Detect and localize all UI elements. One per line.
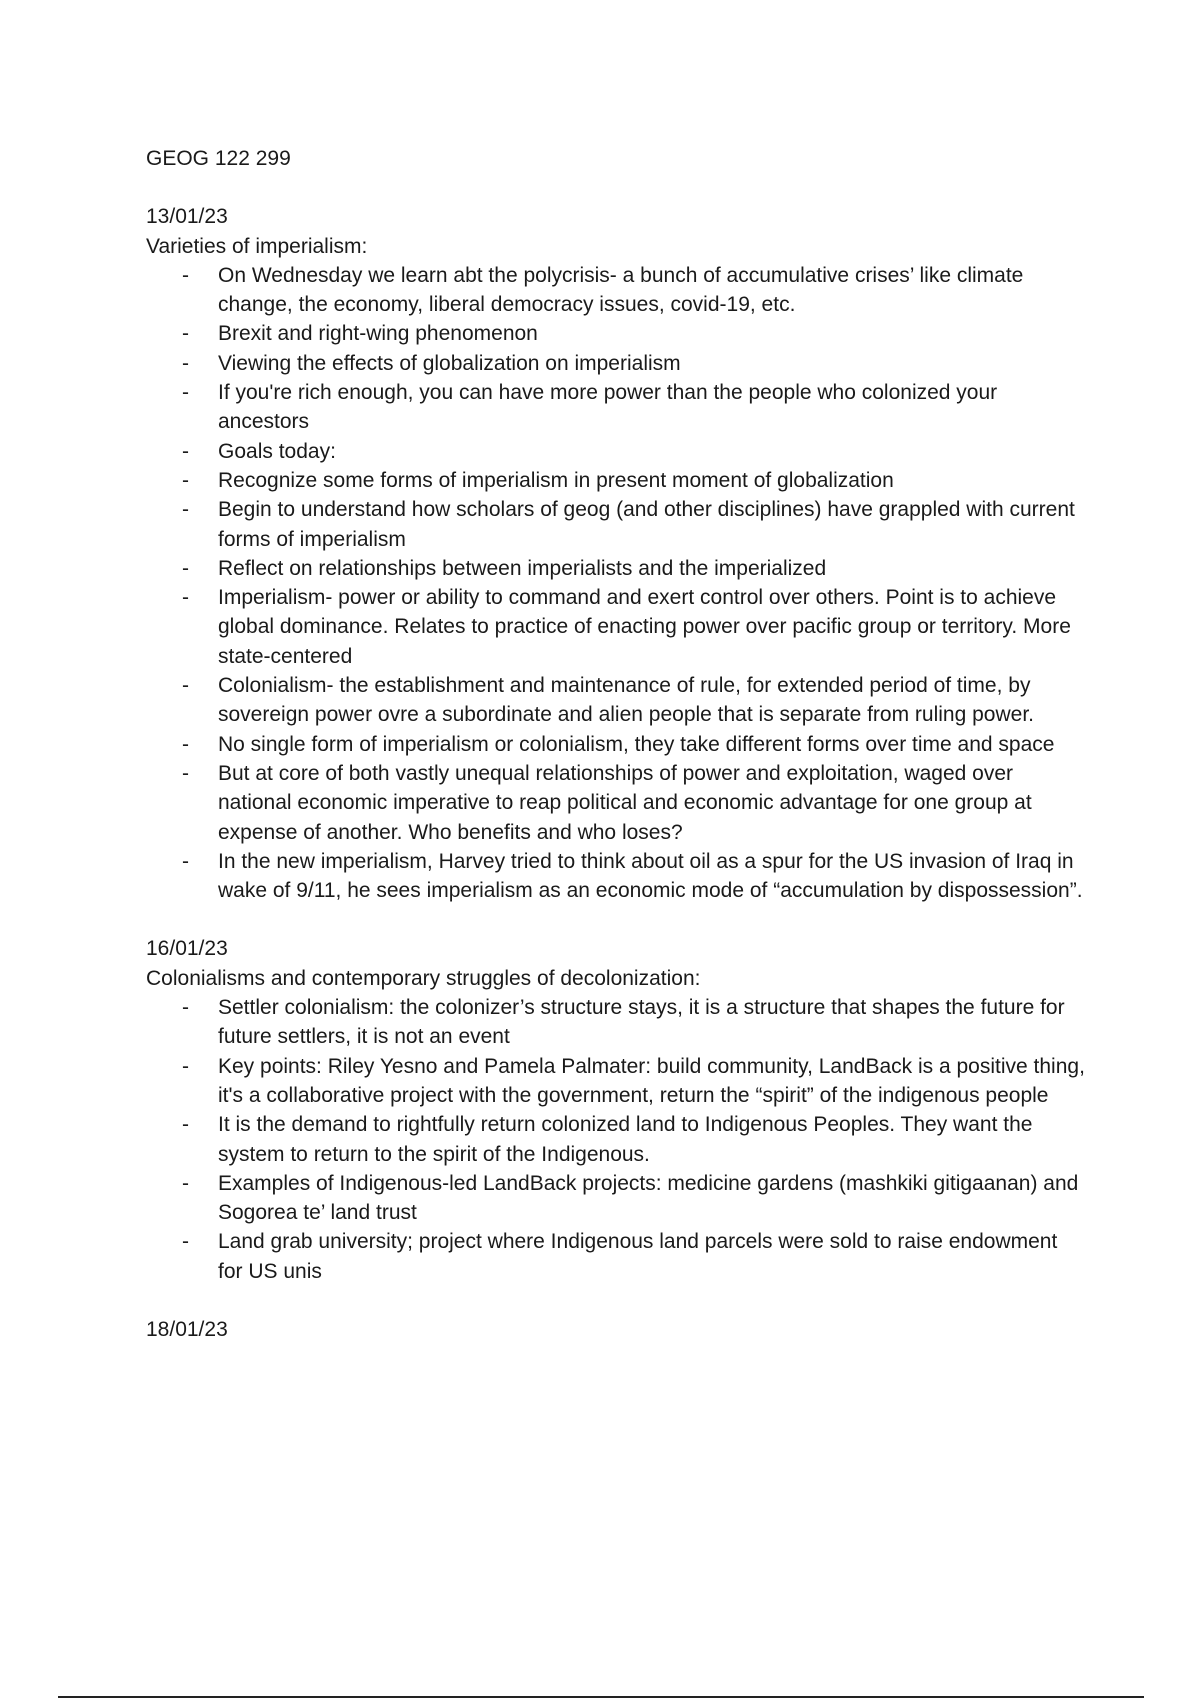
bullet-dash: - (182, 322, 189, 346)
bullet-dash: - (182, 732, 189, 756)
page-bottom-rule (58, 1696, 1144, 1698)
list-item (182, 583, 1086, 671)
notes-section (146, 1315, 1086, 1344)
list-item-text: Imperialism- power or ability to command and exert control over others. Point is to achieve global dominance. Relates to practice of enacting power over pacific group or territory. More state-centered (218, 586, 1071, 668)
bullet-dash: - (182, 351, 189, 375)
bullet-dash: - (182, 996, 189, 1020)
list-item-text: Colonialism- the establishment and maintenance of rule, for extended period of time, by sovereign power ovre a subordinate and alien people that is separate from ruling power. (218, 674, 1034, 727)
bullet-list (146, 261, 1086, 906)
list-item (182, 1227, 1086, 1286)
list-item-text: On Wednesday we learn abt the polycrisis- a bunch of accumulative crises’ like climate change, the economy, liberal democracy issues, covid-19, etc. (218, 263, 1024, 317)
bullet-dash: - (182, 674, 189, 698)
list-item (182, 1110, 1086, 1169)
list-item (182, 759, 1086, 847)
section-date: 18/01/23 (146, 1317, 228, 1341)
bullet-dash: - (182, 761, 189, 785)
list-item-text: Viewing the effects of globalization on imperialism (218, 351, 681, 375)
list-item (182, 671, 1086, 730)
list-item-text: Goals today: (218, 439, 336, 463)
list-item-text: No single form of imperialism or colonialism, they take different forms over time and space (218, 732, 1055, 756)
list-item (182, 437, 1086, 466)
spacer (146, 173, 1086, 202)
list-item (182, 730, 1086, 759)
list-item-text: In the new imperialism, Harvey tried to think about oil as a spur for the US invasion of Iraq in wake of 9/11, he sees imperialism as an economic mode of “accumulation by dispossession”. (218, 849, 1083, 903)
list-item-text: Reflect on relationships between imperialists and the imperialized (218, 556, 827, 580)
list-item-text: If you're rich enough, you can have more power than the people who colonized your ancestors (218, 381, 998, 434)
list-item (182, 466, 1086, 495)
document-title: GEOG 122 299 (146, 147, 291, 170)
list-item (182, 993, 1086, 1052)
spacer (146, 1286, 1086, 1315)
list-item (182, 554, 1086, 583)
bullet-list (146, 993, 1086, 1286)
spacer (146, 905, 1086, 934)
list-item (182, 349, 1086, 378)
list-item (182, 495, 1086, 554)
bullet-dash: - (182, 1230, 189, 1254)
list-item-text: Recognize some forms of imperialism in present moment of globalization (218, 468, 894, 492)
notes-section (146, 202, 1086, 905)
section-heading: Varieties of imperialism: (146, 234, 368, 258)
bullet-dash: - (182, 263, 189, 287)
bullet-dash: - (182, 439, 189, 463)
section-date: 13/01/23 (146, 205, 228, 229)
list-item-text: Begin to understand how scholars of geog (and other disciplines) have grappled with current forms of imperialism (218, 498, 1075, 551)
bullet-dash: - (182, 498, 189, 522)
list-item-text: It is the demand to rightfully return colonized land to Indigenous Peoples. They want the system to return to the spirit of the Indigenous. (218, 1113, 1033, 1166)
list-item-text: Brexit and right-wing phenomenon (218, 322, 538, 346)
list-item (182, 261, 1086, 320)
list-item (182, 1052, 1086, 1111)
section-heading: Colonialisms and contemporary struggles of decolonization: (146, 966, 701, 990)
bullet-dash: - (182, 468, 189, 492)
list-item-text: Settler colonialism: the colonizer’s structure stays, it is a structure that shapes the future for future settlers, it is not an event (218, 996, 1065, 1049)
bullet-dash: - (182, 381, 189, 405)
list-item-text: Land grab university; project where Indigenous land parcels were sold to raise endowment for US unis (218, 1230, 1058, 1283)
bullet-dash: - (182, 586, 189, 610)
bullet-dash: - (182, 556, 189, 580)
bullet-dash: - (182, 1171, 189, 1195)
list-item (182, 1169, 1086, 1228)
bullet-dash: - (182, 1113, 189, 1137)
list-item (182, 847, 1086, 906)
section-date: 16/01/23 (146, 937, 228, 961)
list-item (182, 319, 1086, 348)
bullet-dash: - (182, 849, 189, 873)
list-item-text: Examples of Indigenous-led LandBack projects: medicine gardens (mashkiki gitigaanan) and Sogorea te’ land trust (218, 1171, 1079, 1225)
bullet-dash: - (182, 1054, 189, 1078)
notes-section (146, 934, 1086, 1286)
document-content (146, 144, 1086, 1344)
list-item (182, 378, 1086, 437)
list-item-text: But at core of both vastly unequal relationships of power and exploitation, waged over national economic imperative to reap political and economic advantage for one group at expense of another. Who benefits and who loses? (218, 761, 1032, 844)
list-item-text: Key points: Riley Yesno and Pamela Palmater: build community, LandBack is a positive thing, it's a collaborative project with the government, return the “spirit” of the indigenous people (218, 1054, 1085, 1107)
